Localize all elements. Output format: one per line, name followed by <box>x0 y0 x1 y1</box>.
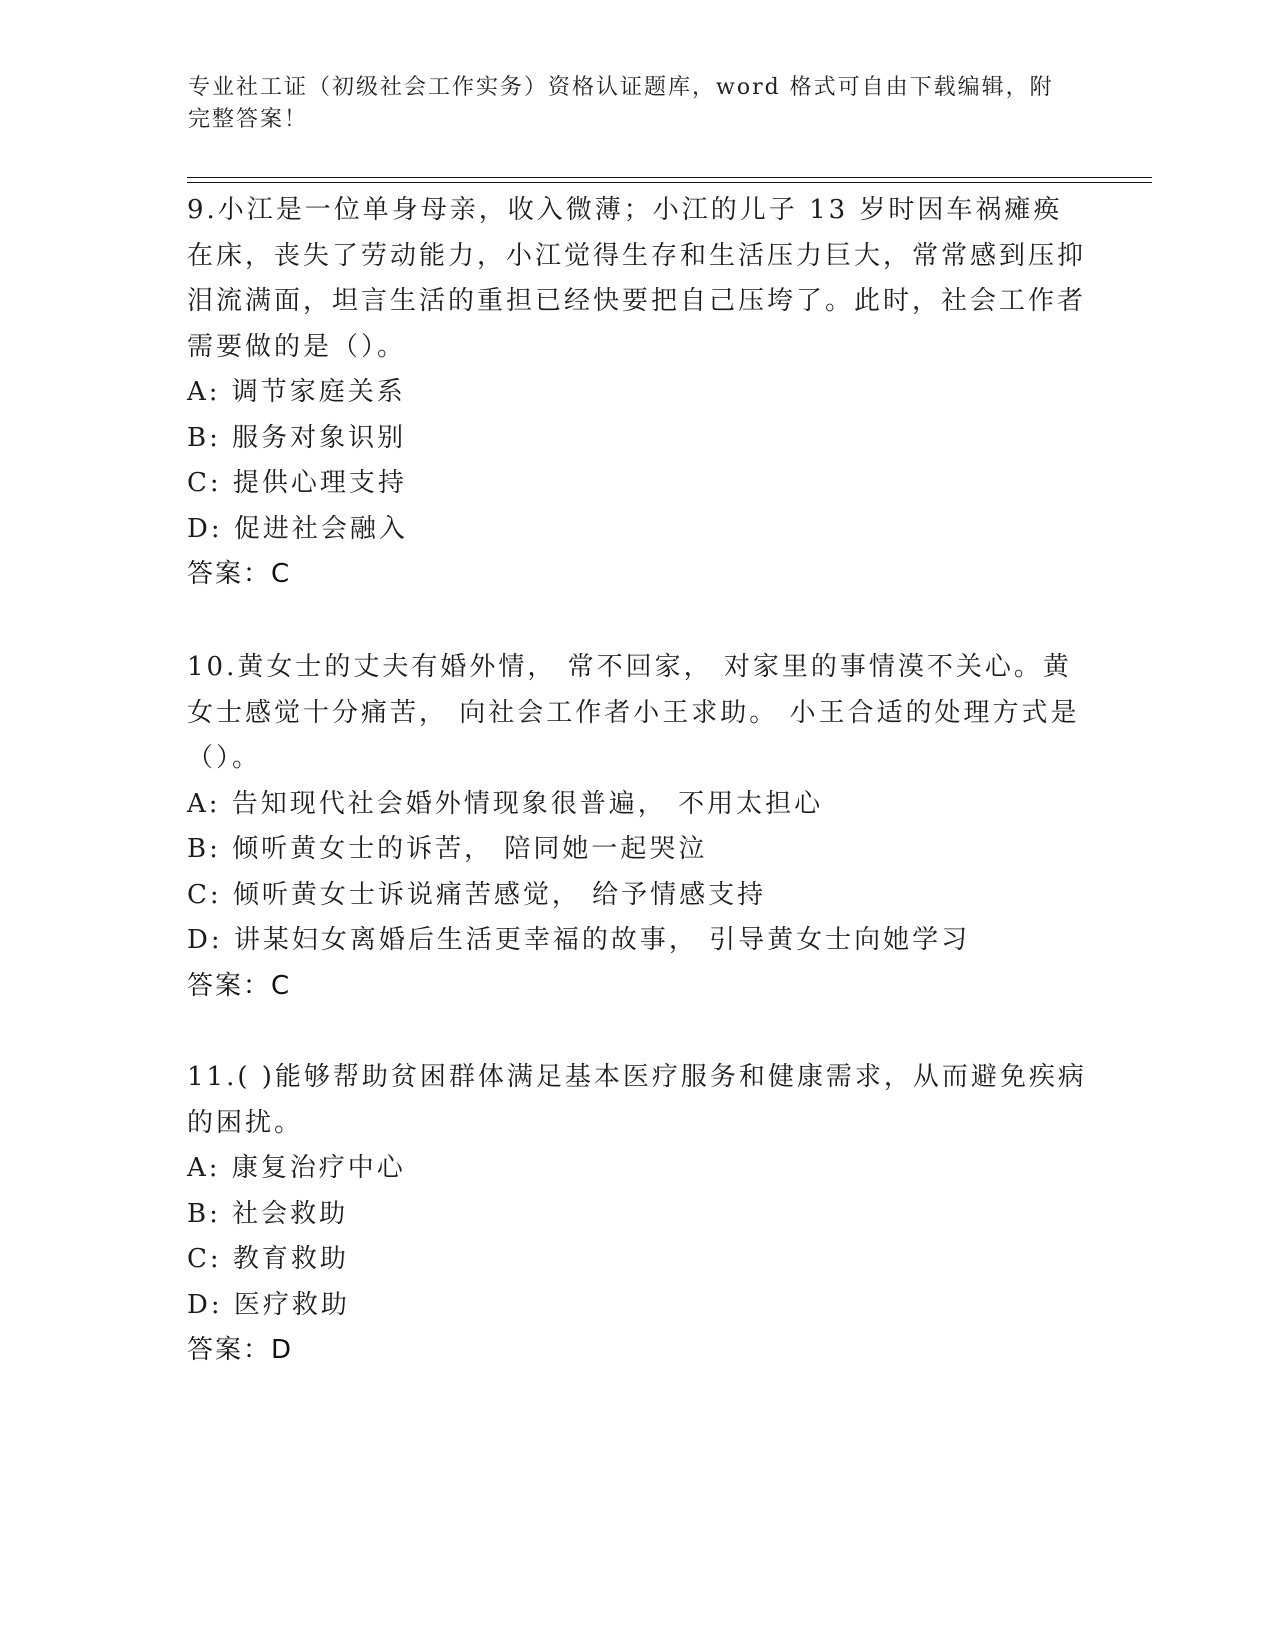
option-b: B: 社会救助 <box>187 1198 349 1229</box>
question-10 <box>187 645 1087 1009</box>
option-d: D: 医疗救助 <box>187 1289 350 1320</box>
question-stem: 10.黄女士的丈夫有婚外情， 常不回家， 对家里的事情漠不关心。黄女士感觉十分痛苦， 向社会工作者小王求助。 小王合适的处理方式是（）。 <box>187 652 1080 773</box>
option-d: D: 促进社会融入 <box>187 513 408 544</box>
option-a: A: 告知现代社会婚外情现象很普遍， 不用太担心 <box>187 788 824 819</box>
document-header: 专业社工证（初级社会工作实务）资格认证题库，word 格式可自由下载编辑，附完整答案！ <box>188 75 1054 132</box>
question-11 <box>187 1055 1087 1374</box>
question-stem: 11.( )能够帮助贫困群体满足基本医疗服务和健康需求，从而避免疾病的困扰。 <box>187 1062 1087 1138</box>
option-a: A: 康复治疗中心 <box>187 1153 406 1183</box>
answer-line: 答案：C <box>187 970 292 1001</box>
option-c: C: 倾听黄女士诉说痛苦感觉， 给予情感支持 <box>187 879 767 910</box>
option-b: B: 服务对象识别 <box>187 422 407 453</box>
header-divider-bottom <box>187 182 1152 183</box>
question-stem: 9.小江是一位单身母亲，收入微薄；小江的儿子 13 岁时因车祸瘫痪在床，丧失了劳动能力，小江觉得生存和生活压力巨大，常常感到压抑泪流满面，坦言生活的重担已经快要把自己压垮了。此时，社会工作者需要做的是（）。 <box>187 195 1087 362</box>
question-9 <box>187 188 1087 598</box>
option-d: D: 讲某妇女离婚后生活更幸福的故事， 引导黄女士向她学习 <box>187 925 971 955</box>
option-b: B: 倾听黄女士的诉苦， 陪同她一起哭泣 <box>187 834 708 864</box>
option-c: C: 教育救助 <box>187 1244 349 1274</box>
header-divider-top <box>187 177 1152 178</box>
answer-line: 答案：C <box>187 559 292 589</box>
option-c: C: 提供心理支持 <box>187 468 407 498</box>
answer-line: 答案：D <box>187 1335 294 1365</box>
option-a: A: 调节家庭关系 <box>187 377 406 407</box>
